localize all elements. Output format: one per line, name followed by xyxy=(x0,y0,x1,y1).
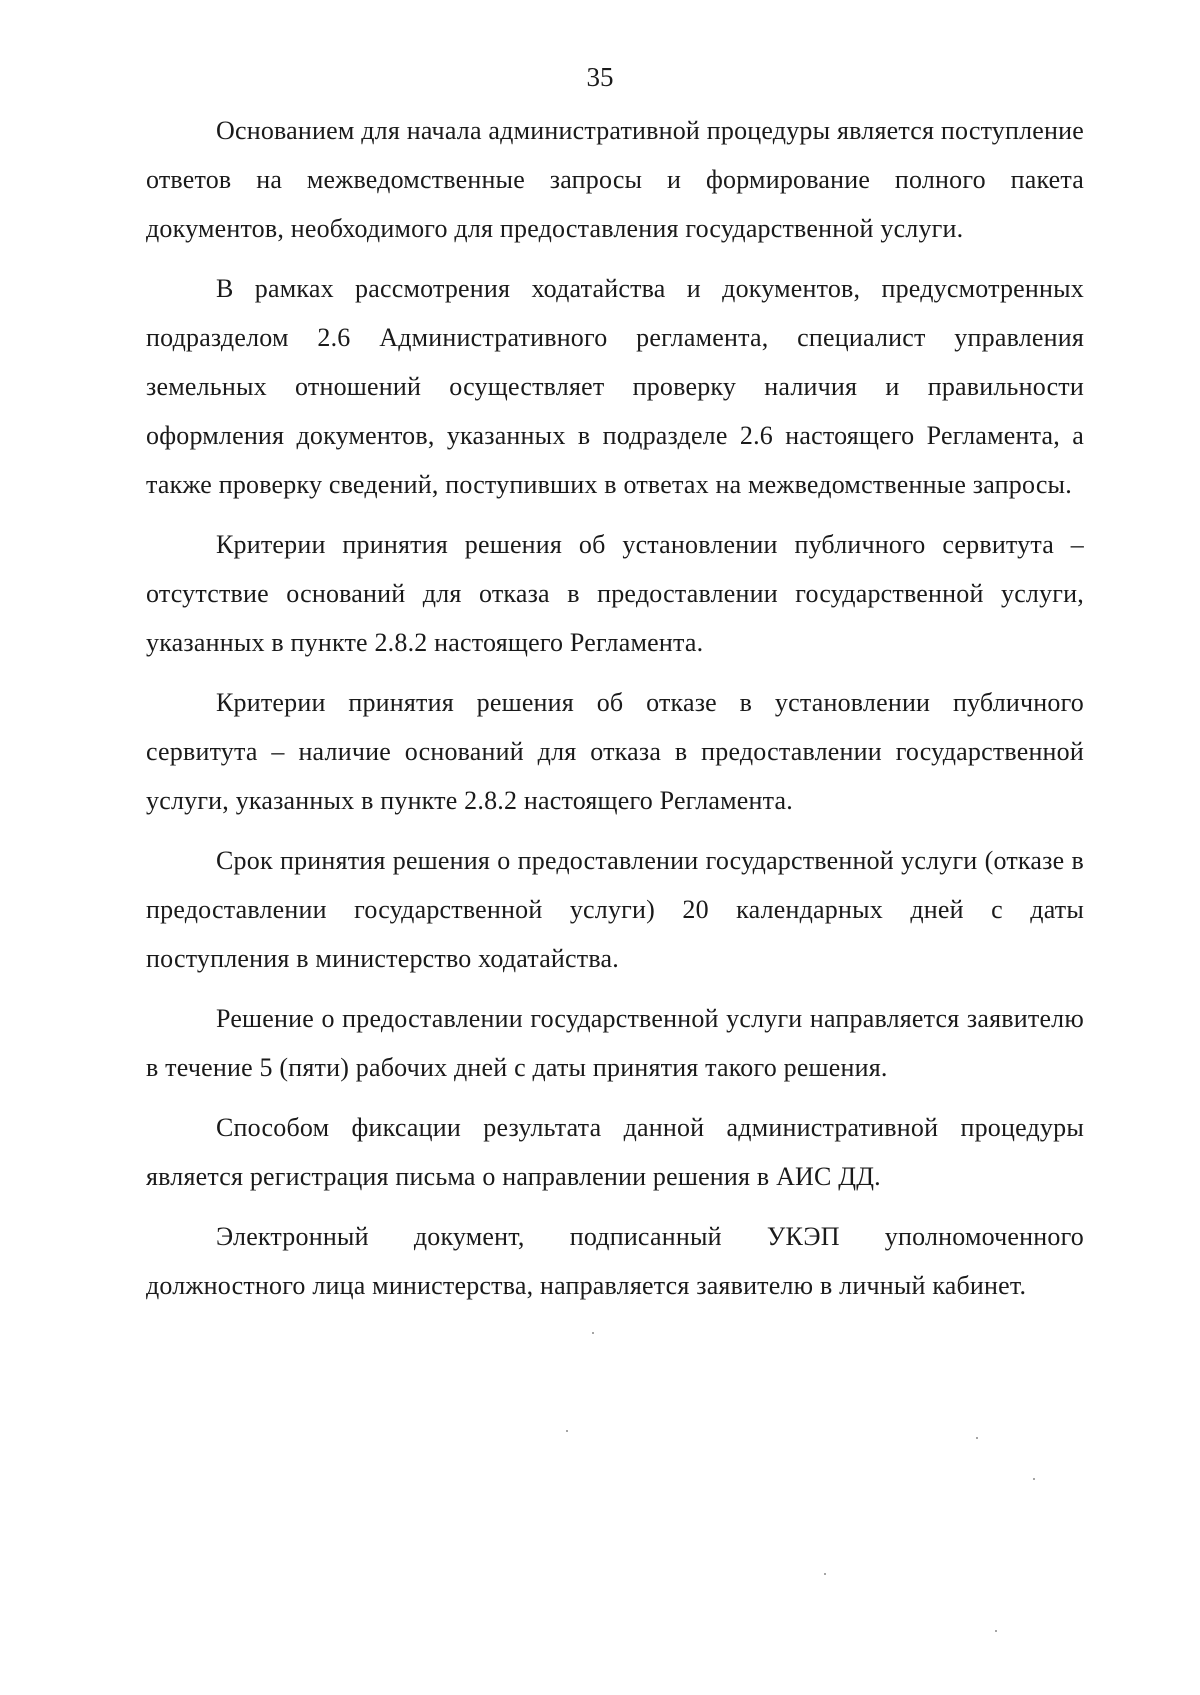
scan-speck xyxy=(824,1573,826,1575)
paragraph-decision-delivery: Решение о предоставлении государственной услуги направляется заявителю в течение 5 (пяти) рабочих дней с даты принятия такого решения. xyxy=(146,1004,1084,1082)
paragraph-approval-criteria: Критерии принятия решения об установлении публичного сервитута – отсутствие оснований для отказа в предоставлении государственной услуги, указанных в пункте 2.8.2 настоящего Регламента. xyxy=(146,530,1084,657)
page-number: 35 xyxy=(586,62,614,92)
scan-speck xyxy=(592,1332,594,1334)
scan-speck xyxy=(995,1630,997,1632)
scan-speck xyxy=(1033,1478,1035,1480)
paragraph-refusal-criteria: Критерии принятия решения об отказе в установлении публичного сервитута – наличие оснований для отказа в предоставлении государственной услуги, указанных в пункте 2.8.2 настоящего Регламента. xyxy=(146,688,1084,815)
paragraph-basis: Основанием для начала административной процедуры является поступление ответов на межведомственные запросы и формирование полного пакета документов, необходимого для предоставления государственной услуги. xyxy=(146,116,1084,243)
paragraph-decision-deadline: Срок принятия решения о предоставлении государственной услуги (отказе в предоставлении государственной услуги) 20 календарных дней с даты поступления в министерство ходатайства. xyxy=(146,846,1084,973)
paragraph-recording-method: Способом фиксации результата данной административной процедуры является регистрация письма о направлении решения в АИС ДД. xyxy=(146,1113,1084,1191)
paragraph-electronic-document: Электронный документ, подписанный УКЭП уполномоченного должностного лица министерства, направляется заявителю в личный кабинет. xyxy=(146,1222,1084,1300)
scan-speck xyxy=(976,1437,978,1439)
paragraph-review: В рамках рассмотрения ходатайства и документов, предусмотренных подразделом 2.6 Административного регламента, специалист управления земельных отношений осуществляет проверку наличия и правильности оформления документов, указанных в подразделе 2.6 настоящего Регламента, а также проверку сведений, поступивших в ответах на межведомственные запросы. xyxy=(146,274,1084,499)
document-body xyxy=(146,106,1084,1321)
scan-speck xyxy=(566,1430,568,1432)
